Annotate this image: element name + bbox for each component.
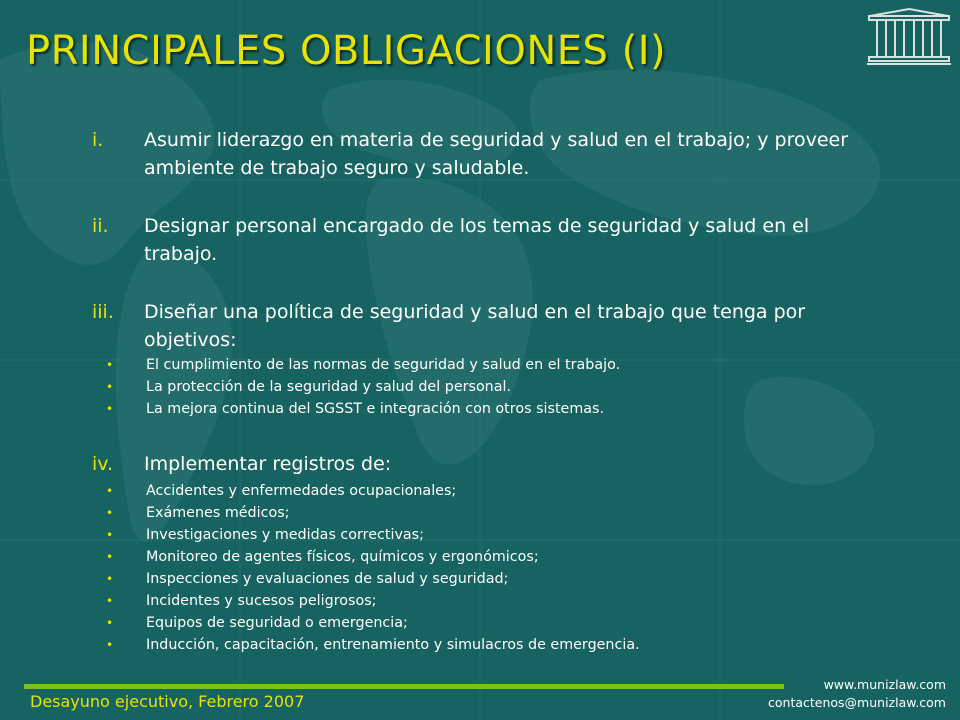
list-item: • Exámenes médicos; [92, 502, 872, 524]
list-item: • La mejora continua del SGSST e integración con otros sistemas. [92, 398, 872, 420]
bullet-icon: • [106, 550, 114, 564]
list-item: • Equipos de seguridad o emergencia; [92, 612, 872, 634]
bullet-icon: • [106, 380, 114, 394]
building-columns-logo [866, 6, 952, 66]
email-link[interactable]: contactenos@munizlaw.com [768, 695, 946, 710]
bullet-icon: • [106, 616, 114, 630]
footer-event: Desayuno ejecutivo, Febrero 2007 [30, 692, 305, 711]
list-item: • El cumplimiento de las normas de seguridad y salud en el trabajo. [92, 354, 872, 376]
list-item: • Investigaciones y medidas correctivas; [92, 524, 872, 546]
item-text: Diseñar una política de seguridad y salud en el trabajo que tenga por objetivos: [144, 301, 806, 351]
item-numeral: ii. [92, 215, 109, 237]
sub-list [92, 354, 872, 420]
item-numeral: iii. [92, 301, 114, 323]
bullet-icon: • [106, 528, 114, 542]
footer-divider [24, 684, 784, 689]
obligation-item [92, 450, 872, 478]
list-item: • Inspecciones y evaluaciones de salud y seguridad; [92, 568, 872, 590]
bullet-icon: • [106, 358, 114, 372]
obligation-item [92, 212, 872, 268]
bullet-icon: • [106, 506, 114, 520]
list-item: • La protección de la seguridad y salud del personal. [92, 376, 872, 398]
obligation-item [92, 298, 872, 354]
list-item: • Incidentes y sucesos peligrosos; [92, 590, 872, 612]
item-text: Asumir liderazgo en materia de seguridad y salud en el trabajo; y proveer ambiente de trabajo seguro y saludable. [144, 129, 849, 179]
item-numeral: iv. [92, 453, 114, 475]
sub-list [92, 480, 872, 656]
bullet-icon: • [106, 638, 114, 652]
obligations-list [92, 126, 872, 656]
bullet-icon: • [106, 484, 114, 498]
item-text: Designar personal encargado de los temas de seguridad y salud en el trabajo. [144, 215, 810, 265]
footer-contact [768, 676, 946, 712]
bullet-icon: • [106, 594, 114, 608]
bullet-icon: • [106, 572, 114, 586]
list-item: • Monitoreo de agentes físicos, químicos y ergonómicos; [92, 546, 872, 568]
list-item: • Accidentes y enfermedades ocupacionales; [92, 480, 872, 502]
obligation-item [92, 126, 872, 182]
list-item: • Inducción, capacitación, entrenamiento y simulacros de emergencia. [92, 634, 872, 656]
item-text: Implementar registros de: [144, 453, 392, 475]
slide-title: PRINCIPALES OBLIGACIONES (I) [26, 28, 667, 74]
item-numeral: i. [92, 129, 104, 151]
bullet-icon: • [106, 402, 114, 416]
website-link[interactable]: www.munizlaw.com [823, 677, 946, 692]
